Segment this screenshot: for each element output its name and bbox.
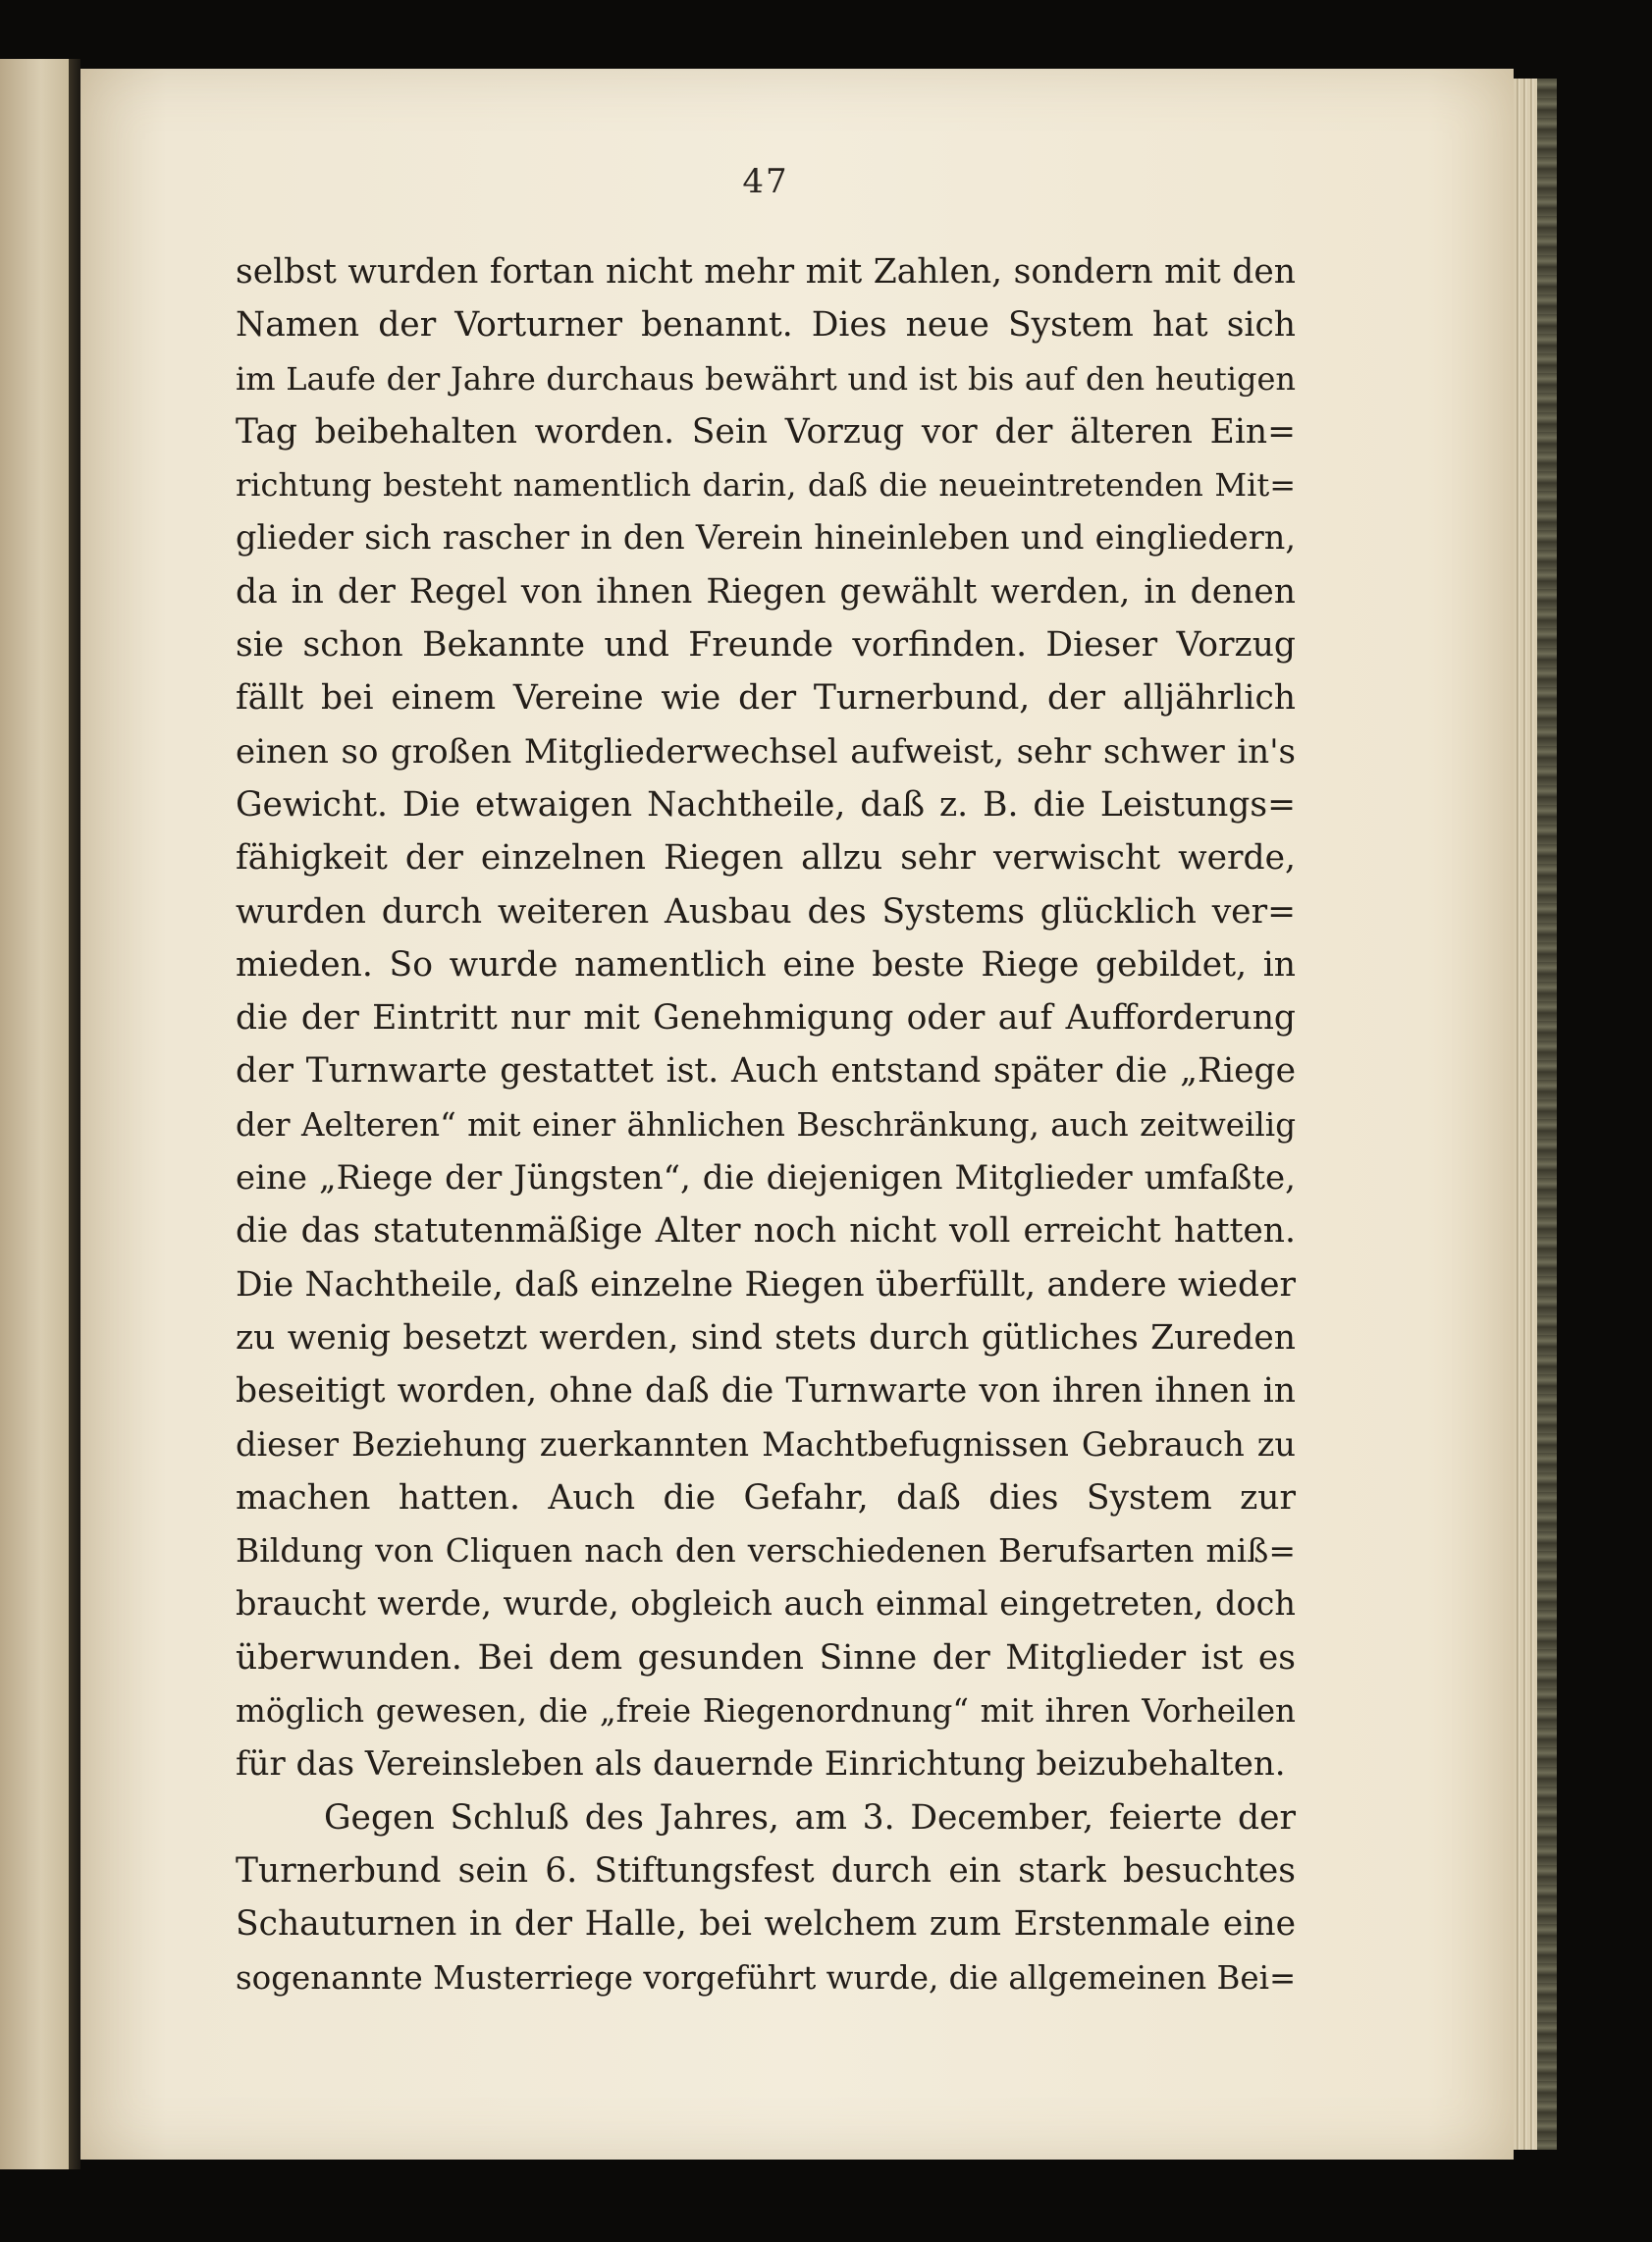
text-line: braucht werde, wurde, obgleich auch einmal eingetreten, doch [236, 1584, 1296, 1624]
text-line: da in der Regel von ihnen Riegen gewählt werden, in denen [236, 571, 1296, 612]
background-right [1557, 0, 1652, 2242]
text-line: Tag beibehalten worden. Sein Vorzug vor der älteren Ein= [236, 411, 1296, 452]
text-line: wurden durch weiteren Ausbau des Systems glücklich ver= [236, 891, 1296, 932]
text-line: machen hatten. Auch die Gefahr, daß dies System zur [236, 1477, 1296, 1518]
text-line: Namen der Vorturner benannt. Dies neue System hat sich [236, 305, 1296, 346]
text-line: eine „Riege der Jüngsten“, die diejenigen Mitglieder umfaßte, [236, 1158, 1296, 1199]
book-gutter [69, 59, 80, 2169]
text-line: Gegen Schluß des Jahres, am 3. December, feierte der [324, 1797, 1296, 1838]
text-line: selbst wurden fortan nicht mehr mit Zahlen, sondern mit den [236, 252, 1296, 292]
text-line: Bildung von Cliquen nach den verschiedenen Berufsarten miß= [236, 1531, 1296, 1571]
facing-page-edge [0, 59, 71, 2169]
text-line: fähigkeit der einzelnen Riegen allzu sehr verwischt werde, [236, 838, 1296, 879]
paragraph-2 [236, 1791, 1296, 2004]
text-line: die das statutenmäßige Alter noch nicht voll erreicht hatten. [236, 1211, 1296, 1252]
text-line: überwunden. Bei dem gesunden Sinne der Mitglieder ist es [236, 1637, 1296, 1678]
text-line: im Laufe der Jahre durchaus bewährt und ist bis auf den heutigen [236, 359, 1296, 398]
text-line: Turnerbund sein 6. Stiftungsfest durch ein stark besuchtes [236, 1850, 1296, 1891]
text-line: Gewicht. Die etwaigen Nachtheile, daß z. B. die Leistungs= [236, 784, 1296, 825]
body-text [236, 245, 1296, 2004]
text-line: möglich gewesen, die „freie Riegenordnung“ mit ihren Vorheilen [236, 1692, 1296, 1731]
paragraph-1 [236, 245, 1296, 1791]
text-line: dieser Beziehung zuerkannten Machtbefugnissen Gebrauch zu [236, 1424, 1296, 1464]
text-line: glieder sich rascher in den Verein hineinleben und eingliedern, [236, 518, 1296, 558]
text-line: sie schon Bekannte und Freunde vorfinden. Dieser Vorzug [236, 625, 1296, 666]
text-line: der Aelteren“ mit einer ähnlichen Beschränkung, auch zeitweilig [236, 1105, 1296, 1144]
text-line: zu wenig besetzt werden, sind stets durch gütliches Zureden [236, 1317, 1296, 1358]
text-line: fällt bei einem Vereine wie der Turnerbund, der alljährlich [236, 678, 1296, 719]
text-line: einen so großen Mitgliederwechsel aufweist, sehr schwer in's [236, 731, 1296, 772]
page-number: 47 [742, 162, 789, 201]
text-line: die der Eintritt nur mit Genehmigung oder auf Aufforderung [236, 998, 1296, 1039]
text-line: beseitigt worden, ohne daß die Turnwarte von ihren ihnen in [236, 1371, 1296, 1412]
text-line: mieden. So wurde namentlich eine beste Riege gebildet, in [236, 944, 1296, 985]
page-edge-stack [1514, 79, 1537, 2150]
text-line: richtung besteht namentlich darin, daß die neueintretenden Mit= [236, 466, 1296, 505]
text-line: sogenannte Musterriege vorgeführt wurde, die allgemeinen Bei= [236, 1958, 1297, 1997]
cover-board [1537, 79, 1557, 2150]
text-line: für das Vereinsleben als dauernde Einrichtung beizubehalten. [236, 1744, 1286, 1785]
text-line: Die Nachtheile, daß einzelne Riegen überfüllt, andere wieder [236, 1264, 1296, 1305]
text-line: Schauturnen in der Halle, bei welchem zum Erstenmale eine [236, 1904, 1296, 1945]
text-line: der Turnwarte gestattet ist. Auch entstand später die „Riege [236, 1051, 1296, 1092]
